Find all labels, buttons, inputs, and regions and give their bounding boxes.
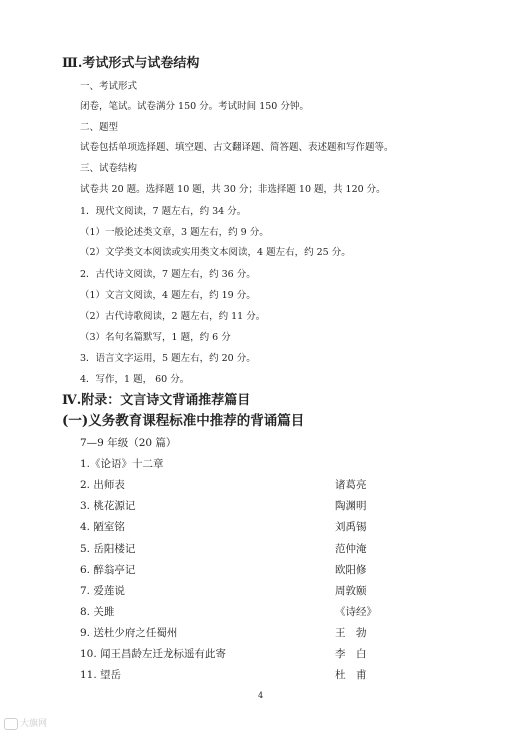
section3-title: Ⅲ.考试形式与试卷结构 (62, 56, 200, 71)
work-author: 欧阳修 (335, 564, 367, 576)
page-number: 4 (258, 691, 264, 700)
work-title: 8. 关雎 (80, 606, 115, 618)
work-author: 王 勃 (335, 627, 367, 639)
work-author: 李 白 (335, 648, 367, 660)
structure-item: （2）古代诗歌阅读，2 题左右，约 11 分。 (80, 311, 266, 322)
section4-title: Ⅳ.附录：文言诗文背诵推荐篇目 (62, 393, 251, 408)
work-author: 诸葛亮 (335, 479, 367, 491)
structure-item: （1）一般论述类文章，3 题左右，约 9 分。 (80, 227, 269, 238)
exam-format-heading: 一、考试形式 (80, 81, 138, 92)
work-author: 杜 甫 (335, 669, 367, 681)
work-author: 陶渊明 (335, 500, 367, 512)
work-title: 6. 醉翁亭记 (80, 564, 136, 576)
grade-label: 7—9 年级（20 篇） (80, 437, 177, 449)
structure-item: （1）文言文阅读，4 题左右，约 19 分。 (80, 290, 256, 301)
structure-item: 4．写作，1 题， 60 分。 (80, 374, 190, 385)
work-title: 11. 望岳 (80, 669, 122, 681)
question-types-text: 试卷包括单项选择题、填空题、古文翻译题、简答题、表述题和写作题等。 (80, 142, 394, 153)
work-title: 1.《论语》十二章 (80, 458, 164, 470)
work-author: 《诗经》 (335, 606, 377, 618)
work-title: 5. 岳阳楼记 (80, 543, 136, 555)
paper-structure-summary: 试卷共 20 题。选择题 10 题，共 30 分；非选择题 10 题，共 120 分。 (80, 184, 386, 195)
exam-format-text: 闭卷，笔试。试卷满分 150 分。考试时间 150 分钟。 (80, 101, 309, 112)
structure-item: 2．古代诗文阅读，7 题左右，约 36 分。 (80, 269, 256, 280)
work-title: 4. 陋室铭 (80, 521, 125, 533)
work-author: 范仲淹 (335, 543, 367, 555)
watermark-text: 大旗网 (20, 719, 48, 729)
section4-subtitle: (一)义务教育课程标准中推荐的背诵篇目 (62, 413, 305, 429)
structure-item: 3．语言文字运用，5 题左右，约 20 分。 (80, 353, 256, 364)
work-title: 2. 出师表 (80, 479, 125, 491)
work-title: 9. 送杜少府之任蜀州 (80, 627, 178, 639)
work-author: 周敦颐 (335, 585, 367, 597)
work-title: 3. 桃花源记 (80, 500, 136, 512)
structure-item: （3）名句名篇默写，1 题，约 6 分 (80, 332, 231, 343)
structure-item: 1．现代文阅读，7 题左右，约 34 分。 (80, 206, 247, 217)
work-title: 7. 爱莲说 (80, 585, 125, 597)
paper-structure-heading: 三、试卷结构 (80, 163, 138, 174)
work-title: 10. 闻王昌龄左迁龙标遥有此寄 (80, 648, 227, 660)
work-author: 刘禹锡 (335, 521, 367, 533)
structure-item: （2）文学类文本阅读或实用类文本阅读，4 题左右，约 25 分。 (80, 247, 351, 258)
watermark (4, 716, 47, 730)
question-types-heading: 二、题型 (80, 122, 119, 133)
watermark-logo-icon (4, 718, 18, 730)
